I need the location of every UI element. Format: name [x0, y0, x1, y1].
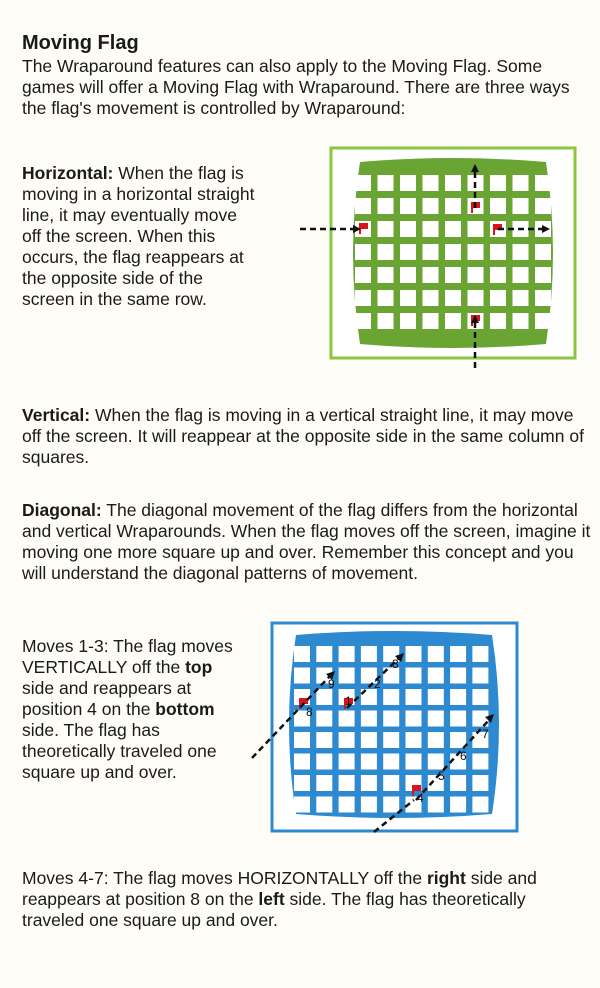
grid-square	[468, 267, 484, 283]
grid-square	[339, 668, 355, 684]
grid-square	[423, 244, 439, 260]
grid-square	[355, 244, 371, 260]
grid-square	[423, 221, 439, 237]
flag-pole	[493, 224, 495, 235]
grid-square	[361, 797, 377, 813]
vertical-text: When the flag is moving in a vertical straight line, it may move off the screen. It will reappear at the opposite side in the same column of squares.	[22, 405, 584, 467]
grid-square	[383, 689, 399, 705]
position-label: 5	[438, 769, 445, 783]
grid-square	[316, 711, 332, 727]
vertical-label: Vertical:	[22, 405, 91, 425]
grid-square	[468, 244, 484, 260]
grid-square	[428, 668, 444, 684]
grid-square	[490, 198, 506, 214]
grid-square	[316, 754, 332, 770]
grid-square	[445, 290, 461, 306]
grid-square	[339, 732, 355, 748]
position-label: 6	[460, 749, 467, 763]
grid-square	[513, 313, 529, 329]
grid-square	[383, 732, 399, 748]
position-label: 4	[417, 791, 424, 805]
grid-square	[406, 689, 422, 705]
grid-square	[445, 198, 461, 214]
flag-pole	[412, 785, 414, 796]
grid-square	[294, 732, 310, 748]
grid-square	[428, 646, 444, 662]
grid-square	[450, 711, 466, 727]
grid-square	[361, 732, 377, 748]
grid-square	[355, 313, 371, 329]
grid-square	[450, 732, 466, 748]
grid-square	[400, 267, 416, 283]
grid-square	[294, 797, 310, 813]
grid-square	[513, 198, 529, 214]
horizontal-paragraph	[22, 163, 257, 310]
grid-square	[513, 244, 529, 260]
position-label: 7	[482, 727, 489, 741]
grid-square	[339, 646, 355, 662]
grid-square	[535, 244, 551, 260]
grid-square	[490, 267, 506, 283]
grid-square	[355, 267, 371, 283]
position-label: 2	[374, 677, 381, 691]
grid-square	[490, 244, 506, 260]
grid-square	[472, 754, 488, 770]
grid-square	[535, 290, 551, 306]
grid-square	[339, 754, 355, 770]
grid-square	[472, 646, 488, 662]
grid-square	[445, 175, 461, 191]
grid-square	[400, 198, 416, 214]
grid-square	[383, 754, 399, 770]
grid-square	[294, 668, 310, 684]
grid-square	[378, 198, 394, 214]
grid-square	[361, 646, 377, 662]
grid-square	[361, 711, 377, 727]
grid-square	[378, 290, 394, 306]
vertical-paragraph	[22, 405, 592, 468]
grid-square	[445, 221, 461, 237]
grid-square	[513, 267, 529, 283]
grid-square	[472, 668, 488, 684]
grid-square	[472, 775, 488, 791]
grid-square	[400, 221, 416, 237]
grid-square	[490, 290, 506, 306]
grid-square	[423, 175, 439, 191]
grid-square	[383, 711, 399, 727]
grid-square	[378, 244, 394, 260]
grid-square	[428, 689, 444, 705]
grid-square	[445, 313, 461, 329]
position-label: 8	[306, 705, 313, 719]
grid-square	[316, 689, 332, 705]
section-title: Moving Flag	[22, 32, 139, 54]
grid-square	[339, 711, 355, 727]
grid-square	[294, 754, 310, 770]
grid-square	[316, 797, 332, 813]
grid-square	[428, 797, 444, 813]
grid-square	[450, 689, 466, 705]
grid-square	[316, 646, 332, 662]
grid-square	[472, 797, 488, 813]
grid-square	[423, 290, 439, 306]
grid-square	[355, 290, 371, 306]
horizontal-label: Horizontal:	[22, 163, 114, 183]
grid-square	[513, 290, 529, 306]
position-label: 3	[392, 657, 399, 671]
flag-pole	[471, 202, 473, 213]
grid-square	[468, 290, 484, 306]
grid-square	[355, 198, 371, 214]
grid-square	[450, 646, 466, 662]
diagonal-text: The diagonal movement of the flag differs from the horizontal and vertical Wraparounds. When the flag moves off the screen, imagine it moving one more square up and over. Remember this concept and you will understand the diagonal patterns of movement.	[22, 500, 591, 583]
moves-1-3-paragraph: Moves 1-3: The flag moves VERTICALLY off the top side and reappears at position 4 on the bottom side. The flag has theoretically traveled one square up and over.	[22, 636, 233, 782]
diagonal-wraparound-diagram	[242, 620, 572, 835]
grid-square	[428, 754, 444, 770]
horizontal-text: When the flag is moving in a horizontal straight line, it may eventually move off the screen. When this occurs, the flag reappears at the opposite side of the screen in the same row.	[22, 163, 255, 309]
intro-paragraph: The Wraparound features can also apply to the Moving Flag. Some games will offer a Moving Flag with Wraparound. There are three ways the flag's movement is controlled by Wraparound:	[22, 56, 570, 118]
grid-square	[535, 175, 551, 191]
grid-square	[428, 732, 444, 748]
horizontal-wraparound-diagram	[298, 145, 578, 375]
grid-square	[468, 221, 484, 237]
grid-square	[383, 797, 399, 813]
grid-square	[378, 267, 394, 283]
grid-square	[339, 775, 355, 791]
position-label: 9	[328, 677, 335, 691]
grid-square	[400, 290, 416, 306]
moves-4-7-paragraph: Moves 4-7: The flag moves HORIZONTALLY off the right side and reappears at position 8 on the left side. The flag has theoretically traveled one square up and over.	[22, 868, 537, 930]
grid-square	[294, 775, 310, 791]
grid-square	[445, 244, 461, 260]
grid-square	[406, 711, 422, 727]
grid-square	[450, 775, 466, 791]
grid-square	[406, 668, 422, 684]
diagonal-paragraph	[22, 500, 592, 584]
grid-square	[445, 267, 461, 283]
position-label: 1	[345, 694, 352, 708]
diagonal-label: Diagonal:	[22, 500, 102, 520]
grid-square	[423, 198, 439, 214]
grid-square	[535, 313, 551, 329]
grid-square	[535, 267, 551, 283]
grid-square	[490, 313, 506, 329]
grid-square	[490, 175, 506, 191]
grid-square	[378, 175, 394, 191]
square-grid	[355, 175, 551, 329]
grid-square	[406, 646, 422, 662]
grid-square	[450, 797, 466, 813]
grid-square	[535, 198, 551, 214]
grid-square	[400, 244, 416, 260]
grid-square	[423, 267, 439, 283]
grid-square	[406, 732, 422, 748]
grid-square	[428, 711, 444, 727]
grid-square	[378, 221, 394, 237]
grid-square	[406, 754, 422, 770]
grid-square	[316, 775, 332, 791]
grid-square	[450, 668, 466, 684]
grid-square	[361, 754, 377, 770]
grid-square	[355, 175, 371, 191]
grid-square	[378, 313, 394, 329]
grid-square	[361, 775, 377, 791]
grid-square	[400, 175, 416, 191]
grid-square	[339, 797, 355, 813]
grid-square	[383, 775, 399, 791]
grid-square	[513, 175, 529, 191]
grid-square	[316, 732, 332, 748]
grid-square	[423, 313, 439, 329]
grid-square	[400, 313, 416, 329]
grid-square	[472, 689, 488, 705]
grid-square	[294, 646, 310, 662]
